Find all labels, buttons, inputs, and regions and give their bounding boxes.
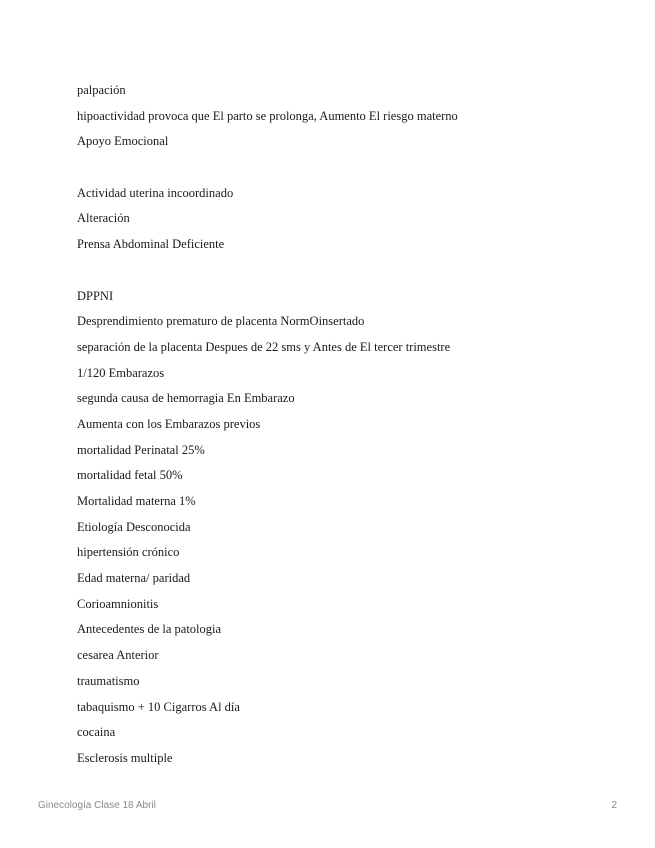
text-line: Apoyo Emocional [77,134,169,149]
text-line: Esclerosis multiple [77,750,173,765]
text-line: Alteración [77,211,130,226]
text-line: Aumenta con los Embarazos previos [77,416,261,431]
text-line: cocaina [77,725,116,740]
page-number: 2 [611,800,617,811]
text-line: tabaquismo + 10 Cigarros Al día [77,699,240,714]
text-line: mortalidad fetal 50% [77,468,183,483]
text-line: Mortalidad materna 1% [77,494,196,508]
text-line: Desprendimiento prematuro de placenta NormOinsertado [77,314,365,329]
text-line: Actividad uterina incoordinado [77,185,234,200]
text-line: hipertensión crónico [77,545,180,560]
page-content [77,78,617,772]
text-line: mortalidad Perinatal 25% [77,442,205,457]
text-line: hipoactividad provoca que El parto se prolonga, Aumento El riesgo materno [77,108,458,123]
text-line: Prensa Abdominal Deficiente [77,237,225,252]
text-line: palpación [77,83,126,97]
text-line: Edad materna/ paridad [77,571,191,586]
text-line: Antecedentes de la patologia [77,622,222,637]
text-line: Corioamnionitis [77,596,159,611]
text-line: separación de la placenta Despues de 22 sms y Antes de El tercer trimestre [77,339,451,354]
text-line: segunda causa de hemorragia En Embarazo [77,391,295,406]
text-line: cesarea Anterior [77,648,159,663]
blank-line [77,258,617,284]
text-line: traumatismo [77,673,140,688]
section-heading: DPPNI [77,288,114,303]
footer-title: Ginecología Clase 18 Abril [38,800,156,811]
blank-line [77,155,617,181]
text-line: 1/120 Embarazos [77,365,165,380]
text-line: Etiología Desconocida [77,519,191,534]
